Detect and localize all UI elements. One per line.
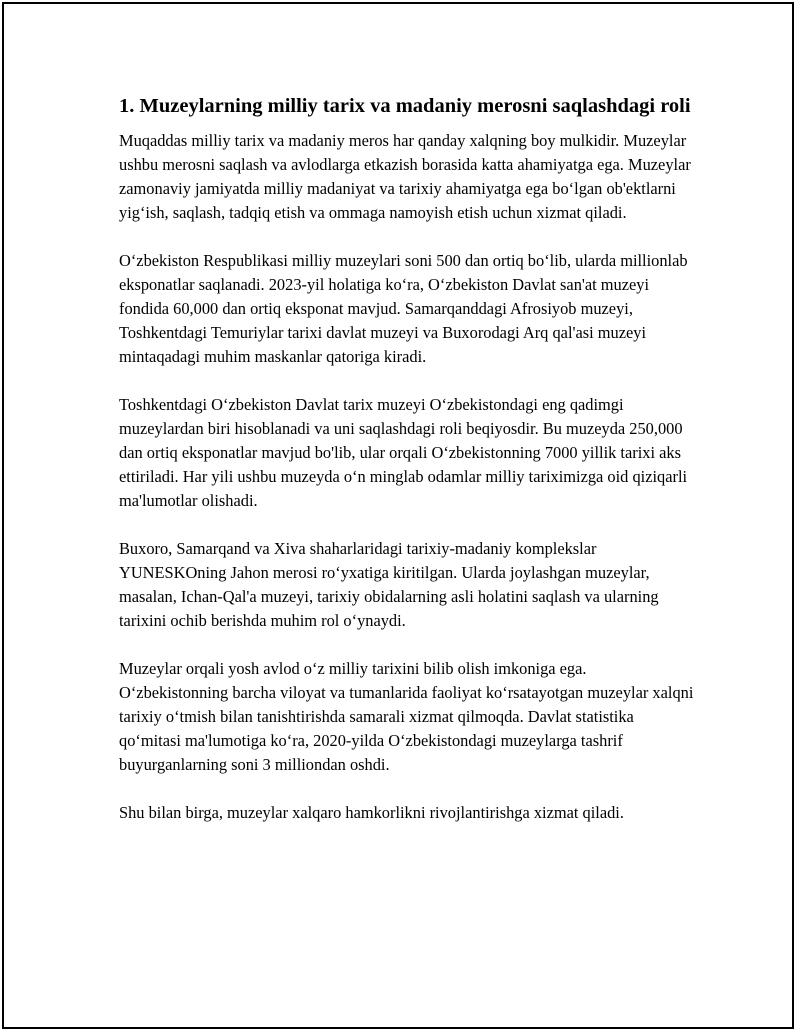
section-title: 1. Muzeylarning milliy tarix va madaniy merosni saqlashdagi roli xyxy=(119,95,691,117)
paragraph-museum-count: O‘zbekiston Respublikasi milliy muzeylari soni 500 dan ortiq bo‘lib, ularda millionlab eksponatlar saqlanadi. 2023-yil holatiga ko‘ra, O‘zbekiston Davlat san'at muzeyi fondida 60,000 dan ortiq eksponat mavjud. Samarqanddagi Afrosiyob muzeyi, Toshkentdagi Temuriylar tarixi davlat muzeyi va Buxorodagi Arq qal'asi muzeyi mintaqadagi muhim maskanlar qatoriga kiradi. xyxy=(119,251,688,366)
paragraph-international-cooperation: Shu bilan birga, muzeylar xalqaro hamkorlikni rivojlantirishga xizmat qiladi. xyxy=(119,803,624,822)
document-body xyxy=(119,92,699,849)
paragraph-youth-education: Muzeylar orqali yosh avlod o‘z milliy tarixini bilib olish imkoniga ega. O‘zbekistonning barcha viloyat va tumanlarida faoliyat ko‘rsatayotgan muzeylar xalqni tarixiy o‘tmish bilan tanishtirishda samarali xizmat qilmoqda. Davlat statistika qo‘mitasi ma'lumotiga ko‘ra, 2020-yilda O‘zbekistondagi muzeylarga tashrif buyurganlarning soni 3 milliondan oshdi. xyxy=(119,659,694,774)
paragraph-state-history-museum: Toshkentdagi O‘zbekiston Davlat tarix muzeyi O‘zbekistondagi eng qadimgi muzeylardan biri hisoblanadi va uni saqlashdagi roli beqiyosdir. Bu muzeyda 250,000 dan ortiq eksponatlar mavjud bo'lib, ular orqali O‘zbekistonning 7000 yillik tarixi aks ettiriladi. Har yili ushbu muzeyda o‘n minglab odamlar milliy tariximizga oid qiziqarli ma'lumotlar olishadi. xyxy=(119,395,688,510)
paragraph-intro: Muqaddas milliy tarix va madaniy meros har qanday xalqning boy mulkidir. Muzeylar ushbu merosni saqlash va avlodlarga etkazish borasida katta ahamiyatga ega. Muzeylar zamonaviy jamiyatda milliy madaniyat va tarixiy ahamiyatga ega bo‘lgan ob'ektlarni yig‘ish, saqlash, tadqiq etish va ommaga namoyish etish uchun xizmat qiladi. xyxy=(119,131,691,222)
paragraph-unesco-heritage: Buxoro, Samarqand va Xiva shaharlaridagi tarixiy-madaniy komplekslar YUNESKOning Jahon merosi ro‘yxatiga kiritilgan. Ularda joylashgan muzeylar, masalan, Ichan-Qal'a muzeyi, tarixiy obidalarning asli holatini saqlash va ularning tarixini ochib berishda muhim rol o‘ynaydi. xyxy=(119,539,659,630)
